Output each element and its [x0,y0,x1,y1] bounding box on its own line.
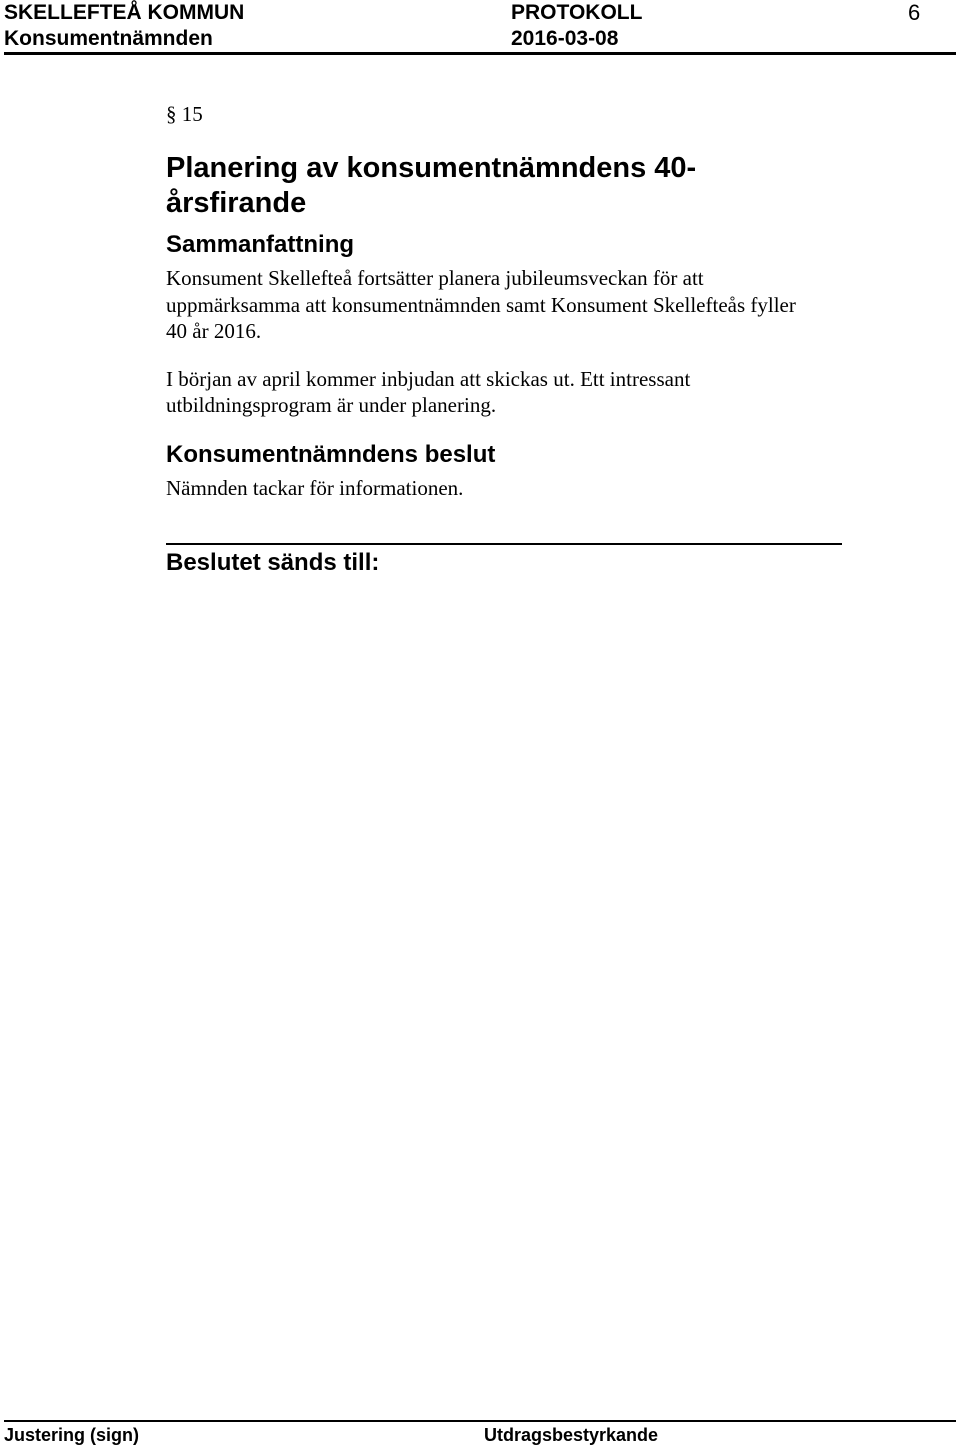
header-committee: Konsumentnämnden [4,27,213,50]
footer-signature-label: Justering (sign) [4,1425,140,1445]
summary-text-line-4: I början av april kommer inbjudan att skickas ut. Ett intressant [166,367,691,391]
decision-heading: Konsumentnämndens beslut [166,441,496,468]
decision-text: Nämnden tackar för informationen. [166,476,464,500]
summary-text-line-3: 40 år 2016. [166,319,262,343]
paragraph-number: § 15 [166,102,203,126]
summary-heading: Sammanfattning [166,231,355,258]
header-date: 2016-03-08 [511,27,619,50]
summary-text-line-1: Konsument Skellefteå fortsätter planera jubileumsveckan för att [166,266,704,290]
paragraph-title-line-1: Planering av konsumentnämndens 40- [166,152,697,184]
footer-divider [4,1420,956,1422]
header-divider [4,52,956,55]
sent-to-heading: Beslutet sänds till: [166,549,380,576]
summary-text-line-2: uppmärksamma att konsumentnämnden samt Konsument Skellefteås fyller [166,293,796,317]
paragraph-title-line-2: årsfirande [166,187,307,219]
header-doc-type: PROTOKOLL [511,1,643,24]
summary-text-line-5: utbildningsprogram är under planering. [166,393,497,417]
header-org: SKELLEFTEÅ KOMMUN [4,1,245,24]
footer-certification-label: Utdragsbestyrkande [484,1425,659,1445]
header-page-number: 6 [908,0,921,25]
sent-to-divider [166,543,842,545]
